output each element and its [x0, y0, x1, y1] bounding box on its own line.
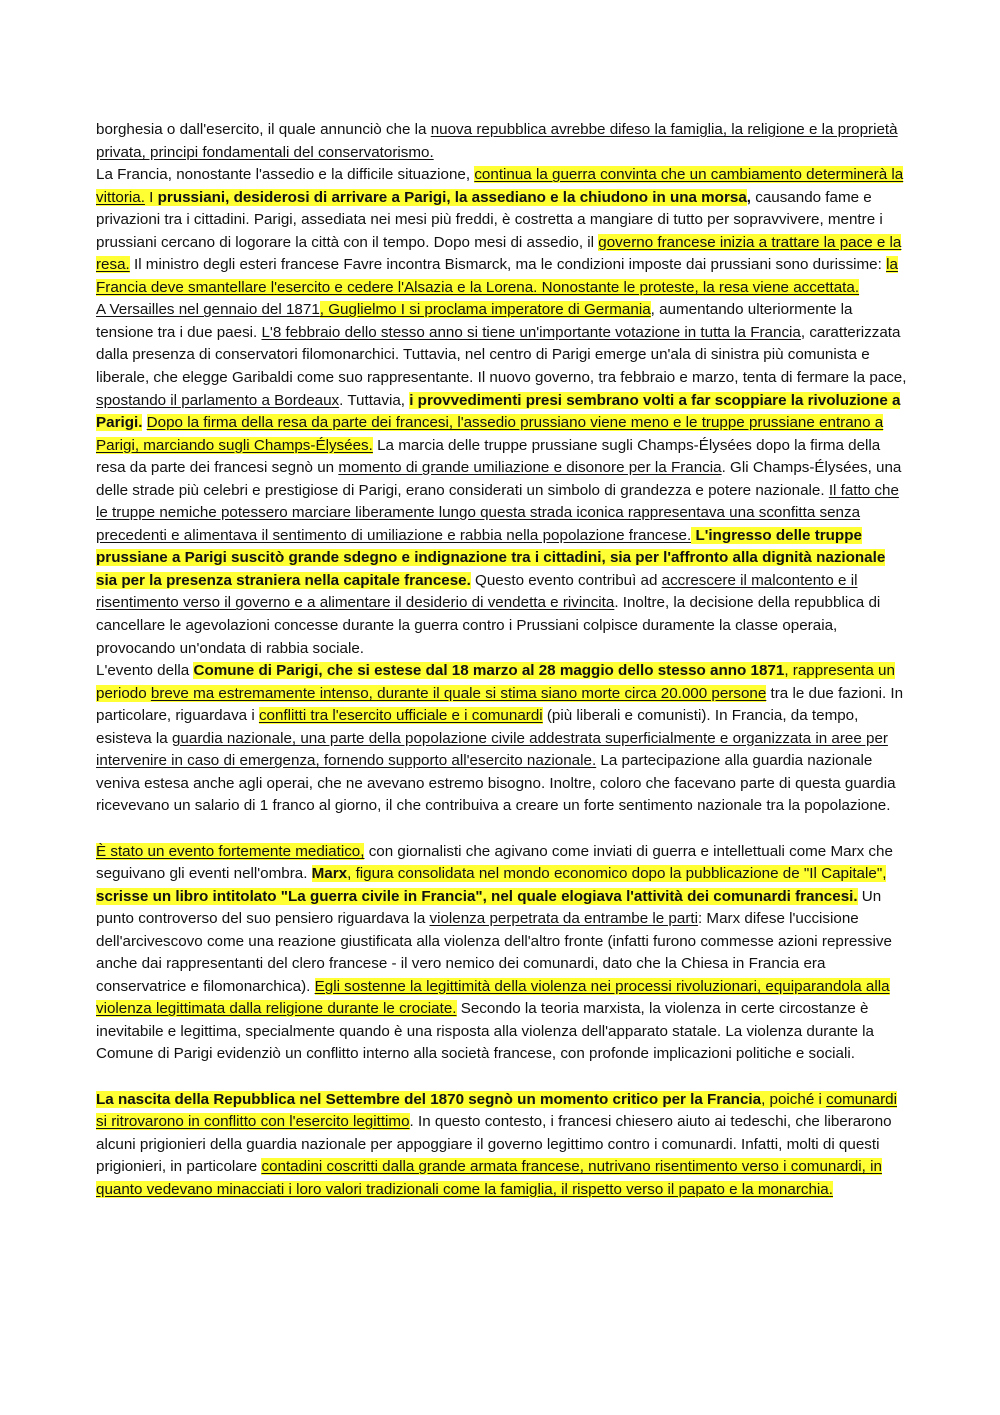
text-run: Secondo la teoria marxista, la violenza in certe circostanze è inevitabile e legittima, specialmente quando è una risposta alla violenza dell'apparato statale. La violenza durante la Comune di Parigi evidenziò un conflitto interno alla società francese, con profonde implicazioni politiche e sociali.	[96, 1000, 874, 1063]
text-run: violenza perpetrata da entrambe le parti	[429, 910, 698, 928]
highlighted-text: , Guglielmo I si proclama imperatore di Germania	[319, 301, 651, 319]
text-run: borghesia o dall'esercito, il quale annunciò che la	[96, 121, 431, 138]
document-page	[96, 119, 908, 1201]
text-run: Un punto controverso del suo pensiero riguardava la	[96, 887, 882, 928]
highlighted-text: Marx	[311, 865, 348, 883]
highlighted-text: la Francia deve smantellare l'esercito e cedere l'Alsazia e la Lorena. Nonostante le proteste, la resa viene accettata.	[96, 256, 898, 296]
highlighted-text: Egli sostenne la legittimità della violenza nei processi rivoluzionari, equiparandola alla violenza legittimata dalla religione durante le crociate.	[96, 977, 890, 1018]
text-run: tra le due fazioni. In particolare, riguardava i	[96, 684, 904, 725]
highlighted-text: i provvedimenti presi sembrano volti a far scoppiare la rivoluzione a Parigi.	[96, 391, 901, 432]
paragraph-spacer	[96, 1066, 908, 1089]
paragraph	[96, 660, 908, 818]
highlighted-text: I	[144, 188, 158, 206]
text-run: L'8 febbraio dello stesso anno si tiene un'importante votazione in tutta la Francia	[261, 323, 801, 341]
highlighted-text: La nascita della Repubblica nel Settembre del 1870 segnò un momento critico per la Francia	[96, 1090, 762, 1108]
highlighted-text: contadini coscritti dalla grande armata francese, nutrivano risentimento verso i comunardi, in quanto vedevano minacciati i loro valori tradizionali come la famiglia, il rispetto verso il papato e la monarchia.	[96, 1158, 882, 1198]
text-run: La Francia, nonostante l'assedio e la difficile situazione,	[96, 166, 475, 184]
highlighted-text: prussiani, desiderosi di arrivare a Parigi, la assediano e la chiudono in una morsa	[157, 188, 747, 206]
paragraph-spacer	[96, 818, 908, 841]
text-run: . Tuttavia,	[339, 391, 410, 409]
text-run: causando fame e privazioni tra i cittadini. Parigi, assediata nei mesi più freddi, è costretta a mangiare di tutto per sopravvivere, mentre i prussiani cercano di logorare la città con il tempo. Dopo mesi di assedio, il	[96, 188, 883, 251]
paragraph	[96, 164, 908, 299]
text-run: : Marx difese l'uccisione dell'arcivescovo come una reazione giustificata alla violenza dell'altro fronte (infatti furono commesse azioni repressive anche dai rappresentanti del clero francese - il vero nemico dei comunardi, dato che la Chiesa in Francia era conservatrice e filomonarchica).	[96, 910, 892, 995]
highlighted-text: L'ingresso delle truppe prussiane a Parigi suscitò grande sdegno e indignazione tra i cittadini, sia per l'affronto alla dignità nazionale sia per la presenza straniera nella capitale francese.	[96, 526, 886, 589]
text-run: (più liberali e comunisti). In Francia, da tempo, esisteva la	[96, 707, 859, 747]
text-run: guardia nazionale, una parte della popolazione civile addestrata superficialmente e organizzata in aree per intervenire in caso di emergenza, fornendo supporto all'esercito nazionale.	[96, 729, 888, 770]
paragraph	[96, 841, 908, 1066]
highlighted-text: continua la guerra convinta che un cambiamento determinerà la vittoria.	[96, 166, 904, 206]
highlighted-text: comunardi si ritrovarono in conflitto con l'esercito legittimo	[96, 1090, 898, 1131]
text-run: Questo evento contribuì ad	[470, 571, 662, 589]
highlighted-text: breve ma estremamente intenso, durante il quale si stima siano morte circa 20.000 persone	[150, 684, 767, 702]
paragraph	[96, 1089, 908, 1202]
text-run: Il fatto che le truppe nemiche potessero marciare liberamente lungo questa strada iconica rappresentava una sconfitta senza precedenti e alimentava il sentimento di umiliazione e rabbia nella popolazione francese.	[96, 481, 899, 544]
text-run: momento di grande umiliazione e disonore per la Francia	[338, 459, 722, 477]
text-run: , caratterizzata dalla presenza di conservatori filomonarchici. Tuttavia, nel centro di Parigi emerge un'ala di sinistra più comunista e liberale, che elegge Garibaldi come suo rappresentante. Il nuovo governo, tra febbraio e marzo, tenta di fermare la pace,	[96, 323, 907, 387]
text-run: L'evento della	[96, 662, 194, 680]
text-run: , aumentando ulteriormente la tensione tra i due paesi.	[96, 301, 853, 341]
highlighted-text: È stato un evento fortemente mediatico,	[96, 842, 365, 860]
text-run: La partecipazione alla guardia nazionale veniva estesa anche agli operai, che ne avevano estremo bisogno. Inoltre, coloro che facevano parte di questa guardia ricevevano un salario di 1 franco al giorno, il che contribuiva a creare un forte sentimento nazionale tra la popolazione.	[96, 752, 896, 815]
text-run: . Inoltre, la decisione della repubblica di cancellare le agevolazioni concesse durante la guerra contro i Prussiani colpisce duramente la classe operaia, provocando un'ondata di rabbia sociale.	[96, 594, 881, 657]
text-run: nuova repubblica avrebbe difeso la famiglia, la religione e la proprietà privata, principi fondamentali del conservatorismo.	[96, 121, 898, 161]
highlighted-text: governo francese inizia a trattare la pace e la resa.	[96, 233, 902, 274]
highlighted-text: , figura consolidata nel mondo economico dopo la pubblicazione de "Il Capitale",	[347, 865, 887, 883]
highlighted-text: , poiché i	[761, 1090, 827, 1108]
highlighted-text: Dopo la firma della resa da parte dei francesi, l'assedio prussiano viene meno e le truppe prussiane entrano a Parigi, marciando sugli Champs-Élysées.	[96, 414, 884, 454]
text-run: accrescere il malcontento e il risentimento verso il governo e a alimentare il desiderio di vendetta e rivincita	[96, 571, 858, 612]
paragraph	[96, 299, 908, 660]
text-run: ,	[746, 188, 751, 206]
text-run: spostando il parlamento a Bordeaux	[96, 391, 340, 409]
text-run: Il ministro degli esteri francese Favre incontra Bismarck, ma le condizioni imposte dai prussiani sono durissime:	[129, 256, 887, 274]
highlighted-text: Comune di Parigi, che si estese dal 18 marzo al 28 maggio dello stesso anno 1871	[193, 662, 785, 680]
text-run: A Versailles nel gennaio del 1871	[96, 301, 320, 319]
highlighted-text: scrisse un libro intitolato "La guerra civile in Francia", nel quale elogiava l'attività dei comunardi francesi.	[96, 887, 858, 905]
highlighted-text: conflitti tra l'esercito ufficiale e i comunardi	[258, 707, 543, 725]
text-run: La marcia delle truppe prussiane sugli Champs-Élysées dopo la firma della resa da parte dei francesi segnò un	[96, 436, 881, 477]
text-run: con giornalisti che agivano come inviati di guerra e intellettuali come Marx che seguivano gli eventi nell'ombra.	[96, 842, 893, 883]
text-run: . Gli Champs-Élysées, una delle strade più celebri e prestigiose di Parigi, erano considerati un simbolo di grandezza e potere nazionale.	[96, 459, 902, 499]
text-run: . In questo contesto, i francesi chiesero aiuto ai tedeschi, che liberarono alcuni prigionieri della guardia nazionale per appoggiare il governo legittimo contro i comunardi. Infatti, molti di questi prigionieri, in particolare	[96, 1113, 892, 1176]
highlighted-text: , rappresenta un periodo	[96, 662, 895, 702]
paragraph	[96, 119, 908, 164]
